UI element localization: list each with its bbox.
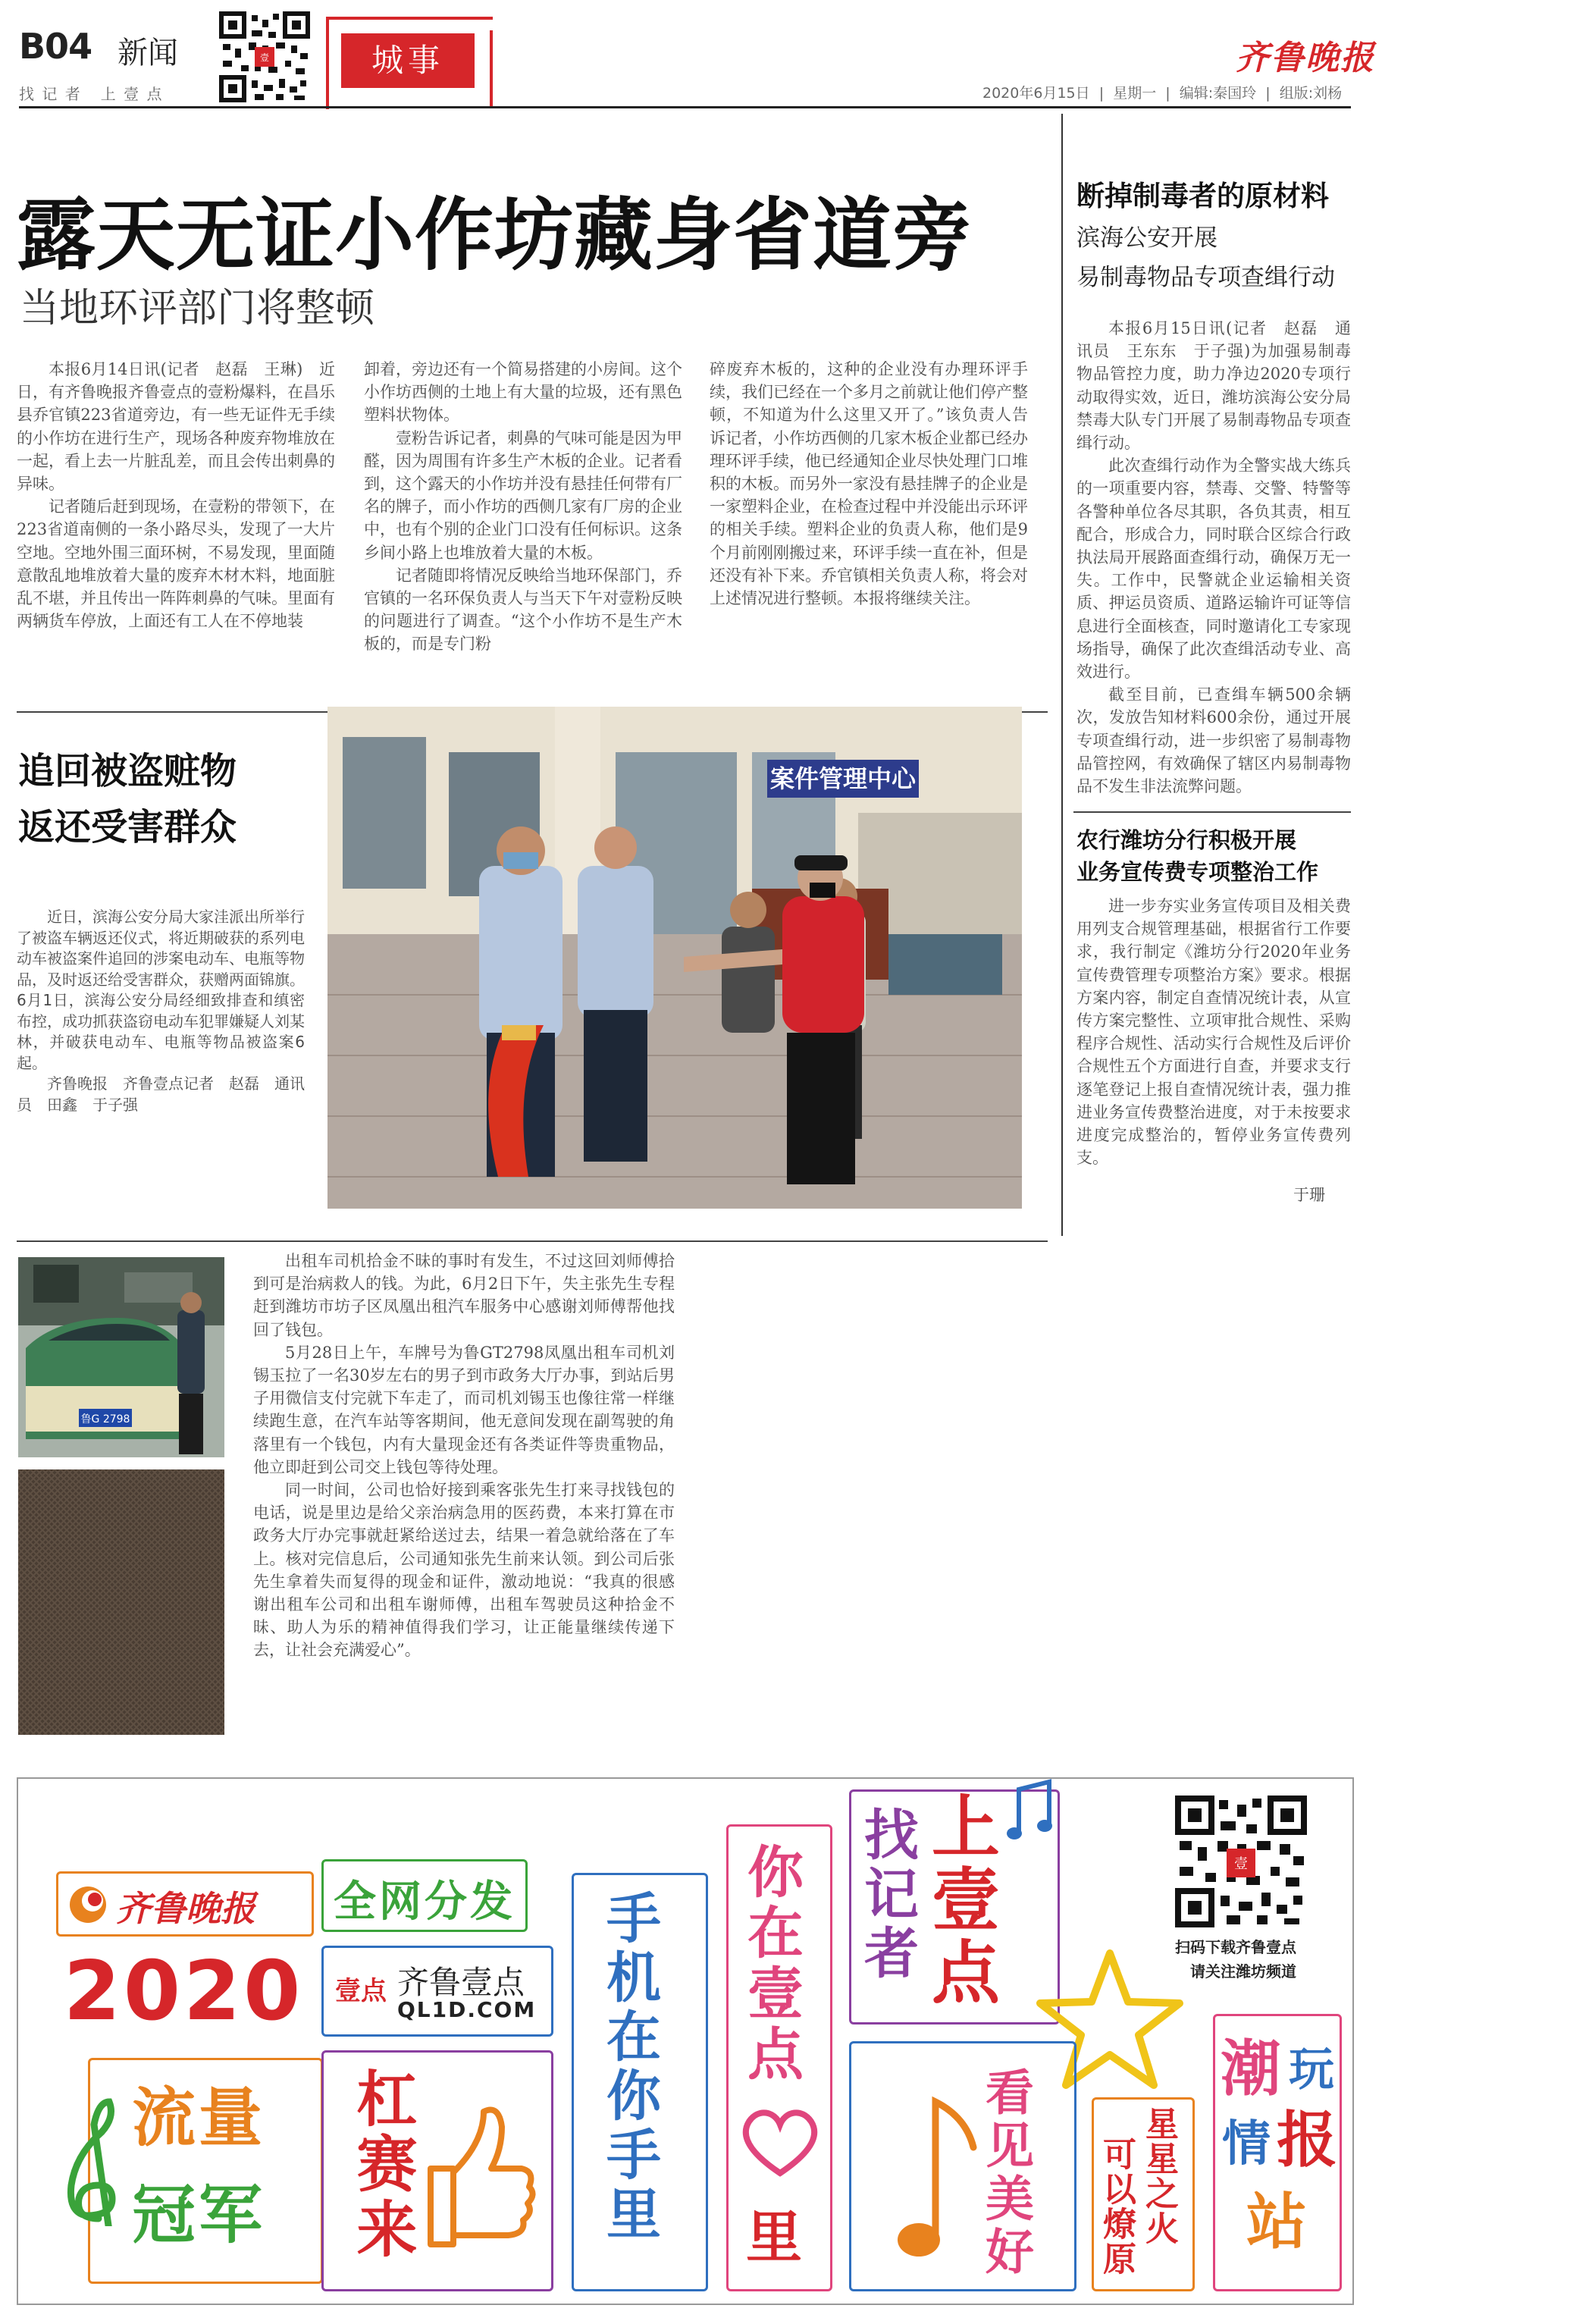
header-rule: [19, 106, 1351, 108]
header-slogan: 找 记 者 上 壹 点: [19, 85, 164, 103]
taxi-body: [253, 1250, 675, 1662]
ad-phone: 手机在你手里: [597, 1890, 661, 2244]
qr-code-icon: [218, 11, 311, 103]
sign-text: 案件管理中心: [769, 764, 917, 793]
ad-panel: [17, 1777, 1354, 2305]
music-note-icon: [1004, 1779, 1064, 1847]
svg-text:壹: 壹: [259, 52, 270, 63]
antidrug-body: [1076, 317, 1351, 798]
ad-logo-text: 齐鲁晚报: [116, 1888, 255, 1929]
ad-logo: [56, 1871, 314, 1937]
section-rule: [17, 1240, 1048, 1242]
lead-paragraph: 本报6月14日讯(记者 赵磊 王琳) 近日，有齐鲁晚报齐鲁壹点的壹粉爆料，在昌乐县乔官镇223省道旁边，有一些无证件无手续的小作坊在进行生产，现场各种废弃物堆放在一起，看上去一片脏乱差，而且会传出刺鼻的异味。: [17, 360, 335, 494]
section-name: 新闻: [118, 36, 178, 71]
taxi-paragraph: 5月28日上午，车牌号为鲁GT2798凤凰出租车司机刘锡玉拉了一名30岁左右的男子到市政务大厅办事，到站后男子用微信支付完就下车走了，而司机刘锡玉也像往常一样继续跑生意，在汽车站等客期间，他无意间发现在副驾驶的角落里有一个钱包，内有大量现金还有各类证件等贵重物品，他立即赶到公司交上钱包等待处理。: [253, 1343, 675, 1476]
ad-shang: 上壹点: [920, 1791, 999, 2009]
ad-qr-caption-1: 扫码下载齐鲁壹点: [1175, 1938, 1296, 1956]
stolen-paragraph: 近日，滨海公安分局大家洼派出所举行了被盗车辆返还仪式，将近期破获的系列电动车被盗案件追回的涉案电动车、电瓶等物品，及时返还给受害群众，获赠两面锦旗。6月1日，滨海公安分局经细致排查和缜密布控，成功抓获盗窃电动车犯罪嫌疑人刘某林，并破获电动车、电瓶等物品被盗案6起。: [17, 908, 305, 1072]
antidrug-headline: 断掉制毒者的原材料: [1076, 180, 1329, 212]
lead-column-1: [17, 358, 335, 632]
lead-column-3: [710, 358, 1028, 610]
stolen-body: [17, 907, 305, 1115]
thumbs-up-icon: [415, 2100, 537, 2252]
wallet-photo: [18, 1469, 224, 1735]
heart-icon: [738, 2106, 822, 2179]
bank-paragraph: 进一步夯实业务宣传项目及相关费用列支合规管理基础，根据省行工作要求，我行制定《潍坊分行2020年业务宣传费管理专项整治方案》要求。根据方案内容，制定自查情况统计表，从宣传方案完整性、立项审批合规性、采购程序合规性、活动实行合规性及后评价合规性五个方面进行自查，并要求支行逐笔登记上报自查情况统计表，强力推进业务宣传费整治进度，对于未按要求进度完成整治的，暂停业务宣传费列支。: [1076, 897, 1351, 1168]
ad-zhan: 站: [1246, 2187, 1307, 2257]
svg-text:壹: 壹: [1234, 1856, 1248, 1872]
ad-qlyd: 齐鲁壹点: [397, 1964, 525, 2001]
music-note-icon: [882, 2094, 989, 2269]
page-number: B04: [19, 26, 92, 67]
header-qr-code: [218, 11, 311, 103]
bank-headline-1: 农行潍坊分行积极开展: [1076, 827, 1297, 853]
section-rule: [1073, 811, 1351, 813]
editor-text: 编辑:秦国玲: [1179, 85, 1257, 102]
treble-clef-icon: [65, 2097, 126, 2226]
ad-qing: 情: [1222, 2116, 1271, 2172]
taxi-plate: 鲁G 2798: [80, 1413, 130, 1425]
antidrug-paragraph: 本报6月15日讯(记者 赵磊 通讯员 王东东 于子强)为加强易制毒物品管控力度，助力净边2020专项行动取得实效，近日，潍坊滨海公安分局禁毒大队专门开展了易制毒物品专项查缉行动。: [1076, 319, 1351, 453]
qr-code-icon: [1174, 1794, 1308, 1929]
taxi-paragraph: 出租车司机拾金不昧的事时有发生，不过这回刘师傅拾到可是治病救人的钱。为此，6月2日下午，失主张先生专程赶到潍坊市坊子区凤凰出租汽车服务中心感谢刘师傅帮他找回了钱包。: [253, 1252, 675, 1339]
taxi-photo: [18, 1257, 224, 1457]
stolen-byline: 齐鲁晚报 齐鲁壹点记者 赵磊 通讯员 田鑫 于子强: [17, 1074, 305, 1114]
stolen-headline-2: 返还受害群众: [18, 806, 237, 848]
lead-paragraph: 碎废弃木板的，这种的企业没有办理环评手续，我们已经在一个多月之前就让他们停产整顿，不知道为什么这里又开了。”该负责人告诉记者，小作坊西侧的几家木板企业都已经办理环评手续，他已经通知企业尽快处理门口堆积的木板。而另外一家没有悬挂牌子的企业是一家塑料企业，在检查过程中并没能出示环评的相关手续。塑料企业的负责人称，他们是9个月前刚刚搬过来，环评手续一直在补，但是还没有补下来。乔官镇相关负责人称，将会对上述情况进行整顿。本报将继续关注。: [710, 360, 1028, 608]
lead-paragraph: 记者随后赶到现场，在壹粉的带领下，在223省道南侧的一条小路尽头，发现了一大片空地。空地外围三面环树，不易发现，里面随意散乱地堆放着大量的废弃木材木料，地面脏乱不堪，并且传出一阵阵刺鼻的气味。里面有两辆货车停放，上面还有工人在不停地装: [17, 497, 335, 631]
lead-column-2: [364, 358, 682, 656]
bank-headline-2: 业务宣传费专项整治工作: [1076, 859, 1319, 885]
ad-ni: 你在壹点: [738, 1843, 804, 2085]
lead-paragraph: 壹粉告诉记者，刺鼻的气味可能是因为甲醛，因为周围有许多生产木板的企业。记者看到，这个露天的小作坊并没有悬挂任何带有厂名的牌子，而小作坊的西侧几家有厂房的企业中，也有个别的企业门口没有任何标识。这条乡间小路上也堆放着大量的木板。: [364, 428, 682, 562]
sun-logo-icon: [67, 1884, 108, 1925]
ad-xing-1: 星星之火: [1139, 2106, 1178, 2246]
ad-qlyd-mark: 壹点: [335, 1976, 387, 2006]
ad-qlyd-url: QL1D.COM: [397, 1997, 537, 2022]
lead-paragraph: 记者随即将情况反映给当地环保部门，乔官镇的一名环保负责人与当天下午对壹粉反映的问题进行了调查。“这个小作坊不是生产木板的，而是专门粉: [364, 566, 682, 654]
antidrug-paragraph: 截至目前，已查缉车辆500余辆次，发放告知材料600余份，通过开展专项查缉行动，进一步织密了易制毒物品管控网，有效确保了辖区内易制毒物品不发生非法流弊问题。: [1076, 685, 1351, 796]
header-date: 2020年6月15日 | 星期一 | 编辑:秦国玲 | 组版:刘杨: [982, 85, 1343, 102]
stolen-headline-1: 追回被盗赃物: [18, 750, 237, 792]
ad-kan: 看见美好: [977, 2067, 1033, 2279]
ad-bao: 报: [1277, 2105, 1337, 2175]
ad-qr-caption-2: 请关注潍坊频道: [1190, 1962, 1296, 1981]
section-tag-frame-right: [490, 30, 493, 106]
column-divider: [1061, 114, 1063, 1236]
antidrug-paragraph: 此次查缉行动作为全警实战大练兵的一项重要内容，禁毒、交警、特警等各警种单位各尽其职，各负其责，相互配合，形成合力，同时联合区综合行政执法局开展路面查缉行动，确保万无一失。工作中，民警就企业运输相关资质、押运员资质、道路运输许可证等信息进行全面核查，同时邀请化工专家现场指导，确保了此次查缉活动专业、高效进行。: [1076, 456, 1351, 682]
antidrug-sub1: 滨海公安开展: [1076, 224, 1217, 252]
ad-chao: 潮: [1221, 2034, 1281, 2104]
ad-gang: 杠赛来: [346, 2067, 417, 2263]
ad-year: 2020: [63, 1944, 304, 2039]
lead-headline: 露天无证小作坊藏身省道旁: [17, 188, 973, 281]
antidrug-sub2: 易制毒物品专项查缉行动: [1076, 264, 1335, 291]
taxi-paragraph: 同一时间，公司也恰好接到乘客张先生打来寻找钱包的电话，说是里边是给父亲治病急用的医药费，本来打算在市政务大厅办完事就赶紧给送过去，结果一着急就给落在了车上。核对完信息后，公司通知张先生前来认领。到公司后张先生拿着失而复得的现金和证件，激动地说：“我真的很感谢出租车公司和出租车谢师傅，出租车驾驶员这种拾金不昧、助人为乐的精神值得我们学习，让正能量继续传递下去，让社会充满爱心”。: [253, 1481, 675, 1660]
ad-li: 里: [746, 2205, 802, 2270]
layout-text: 组版:刘杨: [1279, 85, 1343, 102]
ad-wan: 玩: [1289, 2043, 1334, 2097]
ad-traffic-2: 冠军: [132, 2178, 266, 2252]
ad-traffic-1: 流量: [132, 2081, 266, 2155]
lead-paragraph: 卸着，旁边还有一个简易搭建的小房间。这个小作坊西侧的土地上有大量的垃圾，还有黑色塑料状物体。: [364, 360, 682, 425]
masthead-logo: 齐鲁晚报: [1236, 39, 1375, 77]
weekday-text: 星期一: [1113, 85, 1157, 102]
ad-zhao: 找记者: [855, 1806, 919, 1984]
police-handover-photo: [327, 707, 1022, 1209]
date-text: 2020年6月15日: [982, 85, 1090, 102]
bank-body: [1076, 895, 1351, 1169]
bank-author: 于珊: [1293, 1186, 1325, 1204]
ad-quanwang: 全网分发: [334, 1877, 515, 1927]
lead-subhead: 当地环评部门将整顿: [20, 286, 375, 331]
ad-xing-2: 可以燎原: [1097, 2137, 1136, 2276]
section-tag: 城事: [341, 33, 475, 88]
